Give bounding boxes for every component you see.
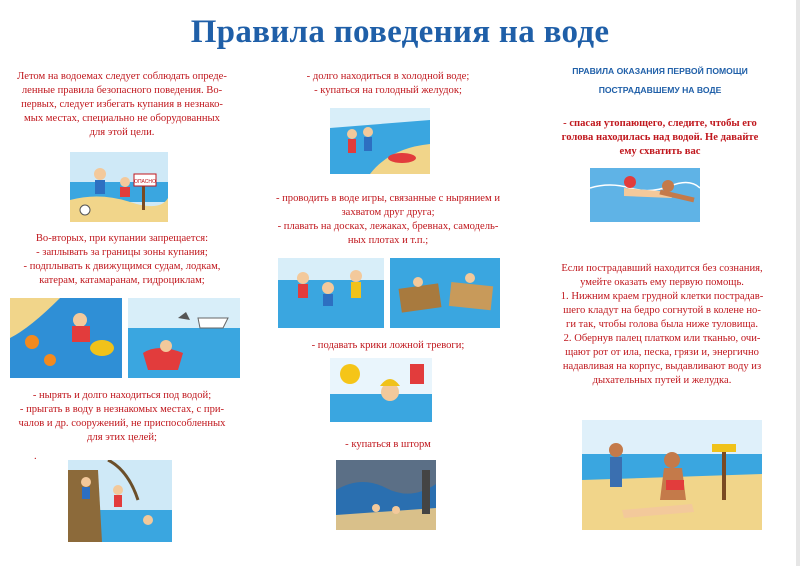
first-aid-heading: ПРАВИЛА ОКАЗАНИЯ ПЕРВОЙ ПОМОЩИ ПОСТРАДАВШЕМУ НА ВОДЕ <box>572 66 748 95</box>
false-alarm-text: - подавать крики ложной тревоги; <box>311 340 465 351</box>
illustration-jumping-pier <box>68 460 172 542</box>
cold-water-text: - долго находиться в холодной воде; - купаться на голодный желудок; <box>306 71 470 96</box>
danger-sign-text: ОПАСНО <box>134 179 156 185</box>
illustration-raft <box>390 258 500 328</box>
rescue-text: - спасая утопающего, следите, чтобы его голова находилась над водой. Не давайте ему схватить вас <box>561 118 759 157</box>
storm-text: - купаться в шторм <box>345 439 431 450</box>
stray-dot: . <box>34 451 37 462</box>
page-title: Правила поведения на воде <box>190 14 610 50</box>
illustration-storm <box>336 460 436 530</box>
illustration-boat <box>128 298 240 378</box>
illustration-buoy-zone <box>10 298 122 378</box>
dive-text: - нырять и долго находиться под водой; - прыгать в воду в незнакомых местах, с при- чалов и др. сооружений, не приспособленных для этих целей; <box>18 390 226 443</box>
illustration-false-alarm <box>330 358 432 422</box>
first-aid-text: Если пострадавший находится без сознания, умейте оказать ему первую помощь. 1. Нижним краем грудной клетки пострадав- шего кладут на бедро согнутой в колене но- ги так, чтобы голова была ниже туловища. 2. Обернув палец платком или тканью, очи- щают рот от ила, песка, грязи и, энергично надавливая на корпус, выдавливают воду из дыхательных путей и желудка. <box>560 263 764 386</box>
page-edge-shadow <box>796 0 800 566</box>
illustration-rescue-swim <box>590 168 700 222</box>
illustration-cold-water <box>330 108 430 174</box>
games-text: - проводить в воде игры, связанные с нырянием и захватом друг друга; - плавать на досках, лежаках, бревнах, самодель- ных плотах и т.п.; <box>275 193 501 246</box>
intro-text: Летом на водоемах следует соблюдать опреде- ленные правила безопасного поведения. Во- первых, следует избегать купания в незнако- мых местах, специально не оборудованных для этой цели. <box>17 71 227 138</box>
illustration-unknown-place <box>70 152 168 222</box>
illustration-first-aid <box>582 420 762 530</box>
forbidden-text: Во-вторых, при купании запрещается: - заплывать за границы зоны купания; - подплывать к движущимся судам, лодкам, катерам, катамаранам, гидроциклам; <box>23 233 221 286</box>
illustration-water-games <box>278 258 384 328</box>
